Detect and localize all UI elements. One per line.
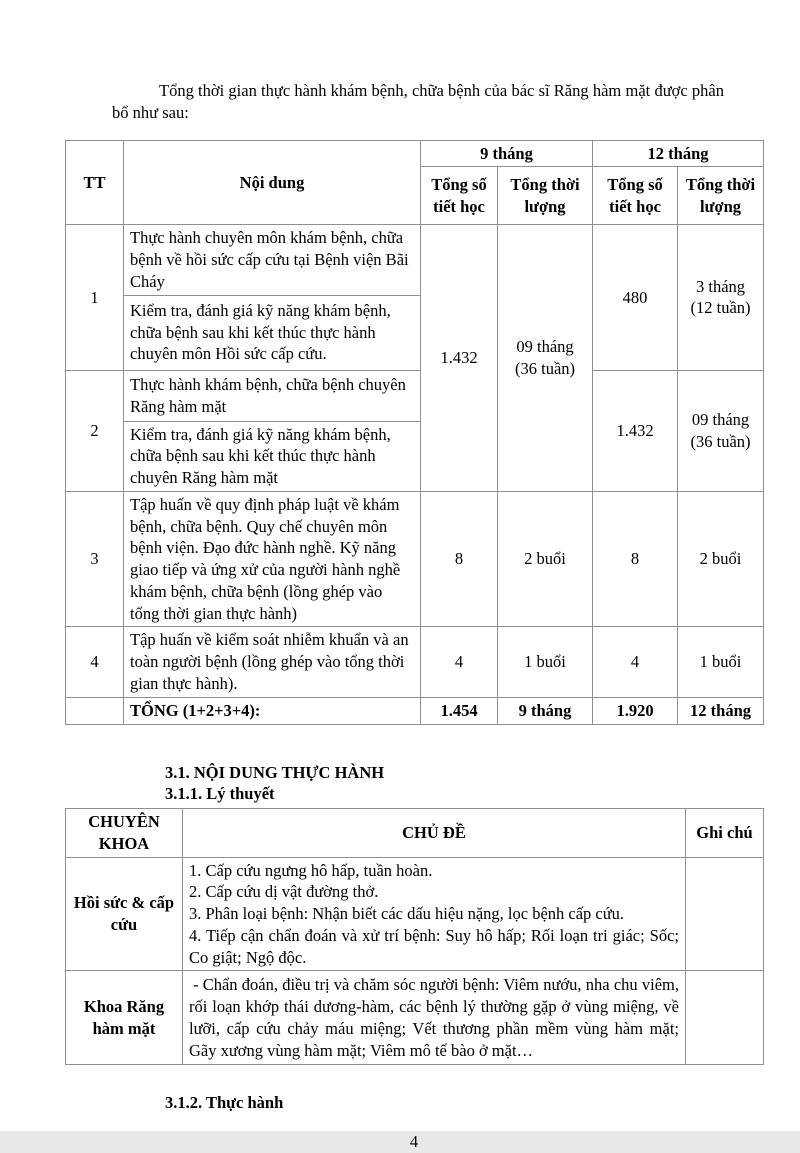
header-9-tiet-hoc: Tổng số tiết học (421, 167, 498, 225)
rows12-9m-luong: 09 tháng (36 tuần) (498, 225, 593, 492)
row1a-content: Thực hành chuyên môn khám bệnh, chữa bệnh về hồi sức cấp cứu tại Bệnh viện Bãi Cháy (124, 225, 421, 295)
topic-line: 1. Cấp cứu ngưng hô hấp, tuần hoàn. (189, 860, 433, 880)
intro-paragraph: Tổng thời gian thực hành khám bệnh, chữa bệnh của bác sĩ Răng hàm mặt được phân bổ như sau: (112, 81, 724, 122)
header-group-12-thang: 12 tháng (593, 140, 764, 167)
page-number: 4 (409, 1132, 419, 1152)
row3-9m-luong: 2 buổi (498, 491, 593, 627)
row1-tt: 1 (66, 225, 124, 370)
table1-total-row (66, 697, 764, 724)
row4-12m-luong: 1 buổi (678, 627, 764, 697)
header-group-9-thang: 9 tháng (421, 140, 593, 167)
total-label: TỔNG (1+2+3+4): (124, 697, 421, 724)
row1-12m-tiet: 480 (593, 225, 678, 370)
practice-time-table (65, 140, 764, 725)
row1-12m-luong: 3 tháng (12 tuần) (678, 225, 764, 370)
table-row (66, 370, 764, 421)
total-9m-luong: 9 tháng (498, 697, 593, 724)
header-chu-de: CHỦ ĐỀ (183, 809, 686, 858)
table-row (66, 491, 764, 627)
section-heading-3-1-2: 3.1.2. Thực hành (165, 1093, 284, 1113)
total-tt-empty (66, 697, 124, 724)
row3-12m-tiet: 8 (593, 491, 678, 627)
header-12-thoi-luong: Tổng thời lượng (678, 167, 764, 225)
topic-line: 2. Cấp cứu dị vật đường thở. (189, 882, 379, 902)
row3-9m-tiet: 8 (421, 491, 498, 627)
note-cell (686, 857, 764, 971)
table2-header-row (66, 809, 764, 858)
section-heading-3-1: 3.1. NỘI DUNG THỰC HÀNH (165, 762, 385, 782)
topic-line: 3. Phân loại bệnh: Nhận biết các dấu hiệu nặng, lọc bệnh cấp cứu. (189, 904, 625, 924)
header-noi-dung: Nội dung (124, 140, 421, 225)
row4-12m-tiet: 4 (593, 627, 678, 697)
table-row (66, 971, 764, 1065)
row3-12m-luong: 2 buổi (678, 491, 764, 627)
table1-header-group-row (66, 140, 764, 167)
total-9m-tiet: 1.454 (421, 697, 498, 724)
rows12-9m-tiet: 1.432 (421, 225, 498, 492)
row2a-content: Thực hành khám bệnh, chữa bệnh chuyên Răng hàm mặt (124, 370, 421, 421)
row2b-content: Kiểm tra, đánh giá kỹ năng khám bệnh, chữa bệnh sau khi kết thúc thực hành chuyên Răng hàm mặt (124, 421, 421, 491)
table-row (66, 225, 764, 295)
topic-line: 4. Tiếp cận chẩn đoán và xử trí bệnh: Suy hô hấp; Rối loạn tri giác; Sốc; Co giật; Ngộ độc. (189, 925, 679, 967)
row3-content: Tập huấn về quy định pháp luật về khám bệnh, chữa bệnh. Quy chế chuyên môn bệnh viện. Đạo đức hành nghề. Kỹ năng giao tiếp và ứng xử của người hành nghề khám bệnh, chữa bệnh (lồng ghép vào tổng thời gian thực hành) (124, 491, 421, 627)
total-12m-luong: 12 tháng (678, 697, 764, 724)
row2-tt: 2 (66, 370, 124, 491)
row4-9m-luong: 1 buổi (498, 627, 593, 697)
header-chuyen-khoa: CHUYÊN KHOA (66, 809, 183, 858)
note-cell (686, 971, 764, 1065)
row1b-content: Kiểm tra, đánh giá kỹ năng khám bệnh, chữa bệnh sau khi kết thúc thực hành chuyên môn Hồi sức cấp cứu. (124, 295, 421, 370)
row2-12m-tiet: 1.432 (593, 370, 678, 491)
topics-khoa-rang-ham-mat (183, 971, 686, 1065)
row4-tt: 4 (66, 627, 124, 697)
header-12-tiet-hoc: Tổng số tiết học (593, 167, 678, 225)
row3-tt: 3 (66, 491, 124, 627)
table-row (66, 627, 764, 697)
row2-12m-luong: 09 tháng (36 tuần) (678, 370, 764, 491)
topics-hoi-suc-cap-cuu (183, 857, 686, 971)
theory-content-table (65, 808, 764, 1065)
topic-line: - Chẩn đoán, điều trị và chăm sóc người bệnh: Viêm nướu, nha chu viêm, rối loạn khớp thái dương-hàm, các bệnh lý thường gặp ở vùng miệng, về lưỡi, cấp cứu chảy máu miệng; Vết thương phần mềm vùng hàm mặt; Gãy xương vùng hàm mặt; Viêm mô tế bào ở mặt… (189, 975, 679, 1060)
total-12m-tiet: 1.920 (593, 697, 678, 724)
header-ghi-chu: Ghi chú (686, 809, 764, 858)
specialty-khoa-rang-ham-mat: Khoa Răng hàm mặt (66, 971, 183, 1065)
header-9-thoi-luong: Tổng thời lượng (498, 167, 593, 225)
header-tt: TT (66, 140, 124, 225)
row4-content: Tập huấn về kiểm soát nhiễm khuẩn và an toàn người bệnh (lồng ghép vào tổng thời gian thực hành). (124, 627, 421, 697)
section-heading-3-1-1: 3.1.1. Lý thuyết (165, 784, 275, 804)
specialty-hoi-suc-cap-cuu: Hồi sức & cấp cứu (66, 857, 183, 971)
table-row (66, 857, 764, 971)
row4-9m-tiet: 4 (421, 627, 498, 697)
